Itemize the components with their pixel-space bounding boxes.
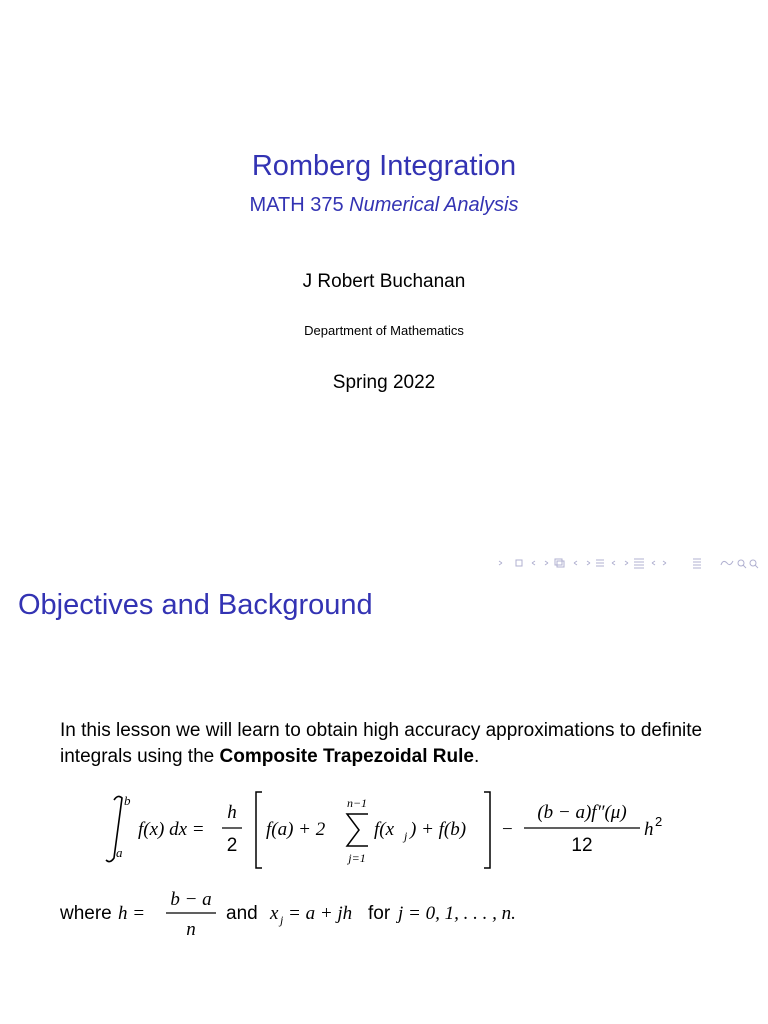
intro-period: . xyxy=(473,746,480,767)
x-base: x xyxy=(270,903,279,924)
h-equals: h = xyxy=(118,903,146,924)
sum-term-end: ) + f(b) xyxy=(410,819,467,840)
where-word: where xyxy=(60,903,112,924)
x-subscript: j xyxy=(280,913,284,927)
integrand: f(x) dx = xyxy=(138,819,205,840)
integral-upper-limit: b xyxy=(124,793,131,808)
author-name: J Robert Buchanan xyxy=(302,271,466,292)
course-code: MATH 375 xyxy=(249,194,344,216)
sum-term: f(x xyxy=(374,819,395,840)
presentation-subtitle xyxy=(0,194,768,217)
where-definition xyxy=(60,880,660,940)
nav-align-icon[interactable] xyxy=(693,559,701,568)
integral-lower-limit: a xyxy=(116,845,123,860)
nav-section-icon[interactable] xyxy=(625,559,655,568)
x-rhs: = a + jh xyxy=(288,903,353,924)
minus-sign: − xyxy=(502,819,513,840)
trapezoidal-rule-equation xyxy=(92,780,692,880)
sum-lower-limit: j=1 xyxy=(348,851,366,865)
summation-sign xyxy=(347,814,368,846)
sum-subscript: j xyxy=(404,829,408,843)
j-range: j = 0, 1, . . . , n. xyxy=(398,903,516,924)
beamer-navigation-bar xyxy=(498,553,762,573)
nav-frame-icon[interactable] xyxy=(545,559,577,567)
sum-upper-limit: n−1 xyxy=(346,796,368,810)
f-of-a: f(a) + 2 xyxy=(266,819,326,840)
error-denominator: 12 xyxy=(571,835,593,856)
institute-name: Department of Mathematics xyxy=(304,323,464,338)
and-word: and xyxy=(226,903,258,924)
presentation-title: Romberg Integration xyxy=(251,150,517,182)
nav-slide-icon[interactable] xyxy=(663,561,666,565)
left-bracket xyxy=(256,792,262,868)
composite-trapezoidal-rule-term: Composite Trapezoidal Rule xyxy=(219,746,474,767)
intro-text: In this lesson we will learn to obtain high accuracy approximations to definite integrals using the xyxy=(60,720,703,767)
frac-2-denominator: 2 xyxy=(226,835,238,856)
nav-subsection-icon[interactable] xyxy=(587,560,615,566)
frac-h-numerator: h xyxy=(227,802,237,823)
frame-title: Objectives and Background xyxy=(18,589,373,621)
right-bracket xyxy=(484,792,490,868)
presentation-date: Spring 2022 xyxy=(332,372,436,393)
nav-search-icon[interactable] xyxy=(721,560,758,568)
h-numerator: b − a xyxy=(170,889,212,910)
nav-first-icon[interactable] xyxy=(499,560,535,566)
h-denominator: n xyxy=(186,919,196,940)
for-word: for xyxy=(368,903,391,924)
h-squared-exponent: 2 xyxy=(655,814,663,829)
error-numerator: (b − a)f″(μ) xyxy=(537,802,627,823)
intro-paragraph xyxy=(60,718,720,770)
h-squared-base: h xyxy=(644,819,654,840)
course-name: Numerical Analysis xyxy=(349,194,519,216)
